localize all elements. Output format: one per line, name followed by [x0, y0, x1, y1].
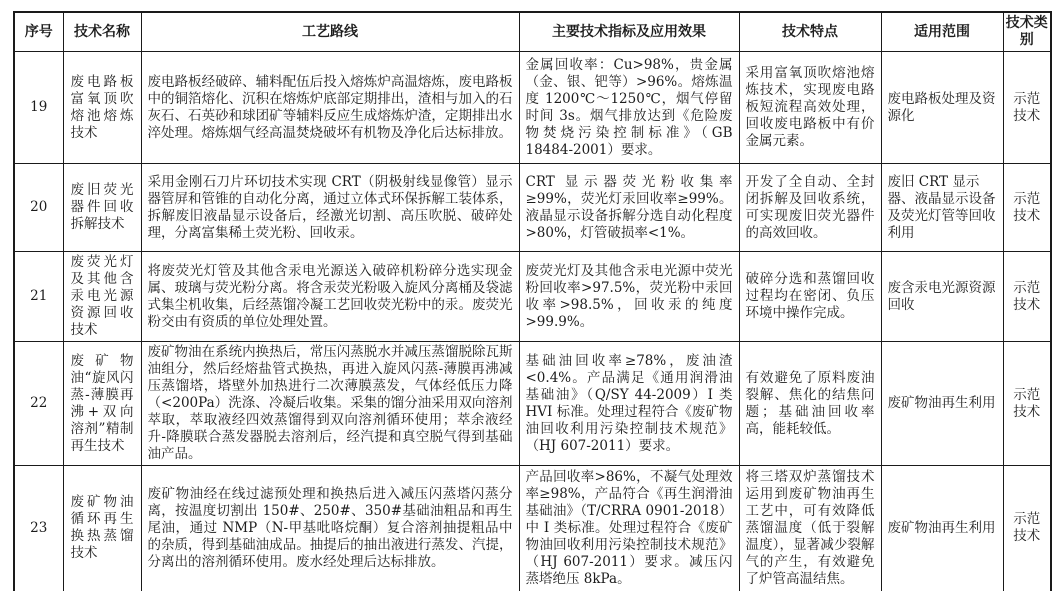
table-row-21: [14, 252, 1051, 342]
header-features: 技术特点: [739, 12, 881, 52]
row-22-category: 示范技术: [1003, 342, 1051, 466]
header-indicators: 主要技术指标及应用效果: [519, 12, 739, 52]
row-19-process: 废电路板经破碎、辅料配伍后投入熔炼炉高温熔炼，废电路板中的铜箔熔化、沉积在熔炼炉底部定期排出，渣相与加入的石灰石、石英砂和球团矿等辅料反应生成熔炼炉渣，定期排出水淬处理。熔炼烟气经高温焚烧破坏有机物及净化后达标排放。: [141, 52, 519, 164]
table-row-20: [14, 164, 1051, 252]
row-21-features: 破碎分选和蒸馏回收过程均在密闭、负压环境中操作完成。: [739, 252, 881, 342]
row-22-scope: 废矿物油再生利用: [881, 342, 1003, 466]
row-19-no: 19: [14, 52, 63, 164]
row-19-name: 废电路板富氧顶吹熔池熔炼技术: [63, 52, 141, 164]
row-21-category: 示范技术: [1003, 252, 1051, 342]
row-20-no: 20: [14, 164, 63, 252]
technology-table: [13, 11, 1052, 591]
header-name: 技术名称: [63, 12, 141, 52]
row-23-process: 废矿物油经在线过滤预处理和换热后进入减压闪蒸塔闪蒸分离，按温度切割出 150#、250#、350#基础油粗品和再生尾油，通过 NMP（N-甲基吡咯烷酮）复合溶剂抽提粗品中的杂质，得到基础油成品。抽提后的抽出液进行蒸发、汽提，分离出的溶剂循环使用。废水经处理后达标排放。: [141, 466, 519, 591]
row-20-indicators: CRT 显示器荧光粉收集率≥99%，荧光灯汞回收率≥99%。液晶显示设备拆解分选自动化程度>80%，灯管破损率<1%。: [519, 164, 739, 252]
row-21-no: 21: [14, 252, 63, 342]
row-23-name: 废矿物油循环再生换热蒸馏技术: [63, 466, 141, 591]
row-22-no: 22: [14, 342, 63, 466]
table-row-23: [14, 466, 1051, 591]
row-21-indicators: 废荧光灯及其他含汞电光源中荧光粉回收率>97.5%，荧光粉中汞回收率>98.5%，回收汞的纯度>99.9%。: [519, 252, 739, 342]
row-23-category: 示范技术: [1003, 466, 1051, 591]
row-20-category: 示范技术: [1003, 164, 1051, 252]
row-23-features: 将三塔双炉蒸馏技术运用到废矿物油再生工艺中，可有效降低蒸馏温度（低于裂解温度），显著减少裂解气的产生，有效避免了炉管高温结焦。: [739, 466, 881, 591]
row-19-scope: 废电路板处理及资源化: [881, 52, 1003, 164]
row-21-scope: 废含汞电光源资源回收: [881, 252, 1003, 342]
row-20-name: 废旧荧光器件回收拆解技术: [63, 164, 141, 252]
row-19-features: 采用富氧顶吹熔池熔炼技术，实现废电路板短流程高效处理，回收废电路板中有价金属元素。: [739, 52, 881, 164]
table-row-19: [14, 52, 1051, 164]
table-header-row: [14, 12, 1051, 52]
header-category: 技术类别: [1003, 12, 1051, 52]
row-22-process: 废矿物油在系统内换热后，常压闪蒸脱水并减压蒸馏脱除瓦斯油组分，然后经熔盐管式换热，再进入旋风闪蒸-薄膜再沸减压蒸馏塔，塔壁外加热进行二次薄膜蒸发，气体经低压力降（<200Pa）洗涤、冷凝后收集。采集的馏分油采用双向溶剂萃取，萃取液经四效蒸馏得到双向溶剂循环使用；萃余液经升-降膜联合蒸发器脱去溶剂后，经汽提和真空脱气得到基础油产品。: [141, 342, 519, 466]
row-22-name: 废矿物油“旋风闪蒸-薄膜再沸+双向溶剂”精制再生技术: [63, 342, 141, 466]
row-19-category: 示范技术: [1003, 52, 1051, 164]
row-20-process: 采用金刚石刀片环切技术实现 CRT（阴极射线显像管）显示器管屏和管锥的自动化分离，通过立体式环保拆解工装体系，拆解废旧液晶显示设备后，经激光切割、高压吹脱、破碎处理，分离富集稀土荧光粉、回收汞。: [141, 164, 519, 252]
table-row-22: [14, 342, 1051, 466]
row-23-scope: 废矿物油再生利用: [881, 466, 1003, 591]
row-20-scope: 废旧 CRT 显示器、液晶显示设备及荧光灯管等回收利用: [881, 164, 1003, 252]
row-22-features: 有效避免了原料废油裂解、焦化的结焦问题；基础油回收率高，能耗较低。: [739, 342, 881, 466]
header-scope: 适用范围: [881, 12, 1003, 52]
row-19-indicators: 金属回收率：Cu>98%，贵金属（金、银、钯等）>96%。熔炼温度 1200℃～1250℃，烟气停留时间 3s。烟气排放达到《危险废物焚烧污染控制标准》（GB 18484-2001）要求。: [519, 52, 739, 164]
row-21-name: 废荧光灯及其他含汞电光源资源回收技术: [63, 252, 141, 342]
header-process: 工艺路线: [141, 12, 519, 52]
row-21-process: 将废荧光灯管及其他含汞电光源送入破碎机粉碎分选实现金属、玻璃与荧光粉分离。将含汞荧光粉吸入旋风分离桶及袋滤式集尘机收集，后经蒸馏冷凝工艺回收荧光粉中的汞。废荧光粉交由有资质的单位处理处置。: [141, 252, 519, 342]
header-no: 序号: [14, 12, 63, 52]
row-23-no: 23: [14, 466, 63, 591]
row-22-indicators: 基础油回收率≥78%，废油渣<0.4%。产品满足《通用润滑油基础油》（Q/SY 44-2009）I 类 HVI 标准。处理过程符合《废矿物油回收利用污染控制技术规范》（HJ 607-2011）要求。: [519, 342, 739, 466]
row-23-indicators: 产品回收率>86%，不凝气处理效率≥98%，产品符合《再生润滑油基础油》（T/CRRA 0901-2018）中 I 类标准。处理过程符合《废矿物油回收利用污染控制技术规范》（HJ 607-2011）要求。减压闪蒸塔绝压 8kPa。: [519, 466, 739, 591]
row-20-features: 开发了全自动、全封闭拆解及回收系统，可实现废旧荧光器件的高效回收。: [739, 164, 881, 252]
